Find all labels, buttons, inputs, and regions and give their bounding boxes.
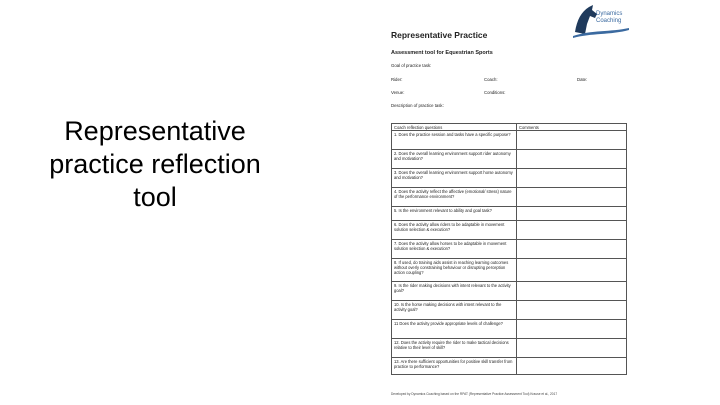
comment-cell[interactable]	[517, 207, 627, 221]
comment-cell[interactable]	[517, 259, 627, 282]
table-row	[392, 240, 627, 259]
question-cell: 12. Does the activity require the rider to make tactical decisions relative to their level of skill?	[392, 339, 517, 358]
comment-cell[interactable]	[517, 240, 627, 259]
table-row	[392, 259, 627, 282]
comment-cell[interactable]	[517, 131, 627, 150]
comment-cell[interactable]	[517, 358, 627, 375]
question-cell: 1. Does the practice session and tasks have a specific purpose?	[392, 131, 517, 150]
document-title: Representative Practice	[391, 30, 488, 40]
table-row	[392, 221, 627, 240]
reflection-table	[391, 123, 627, 375]
table-row	[392, 169, 627, 188]
conditions-label: Conditions:	[484, 90, 506, 95]
comment-cell[interactable]	[517, 188, 627, 207]
question-cell: 8. If used, do training aids assist in reaching learning outcomes without overly constraining behaviour or disrupting perception action coupling?	[392, 259, 517, 282]
comment-cell[interactable]	[517, 169, 627, 188]
comment-cell[interactable]	[517, 301, 627, 320]
document-footer: Developed by Dynamics Coaching based on the RPAT (Representative Practice Assessment Tool) Krause et al., 2017	[391, 392, 558, 396]
slide-title: Representative practice reflection tool	[49, 116, 261, 212]
question-cell: 6. Does the activity allow riders to be adaptable in movement solution selection & execution?	[392, 221, 517, 240]
comment-cell[interactable]	[517, 221, 627, 240]
question-cell: 4. Does the activity reflect the affective (emotional/ stress) nature of the performance environment?	[392, 188, 517, 207]
question-cell: 11 Does the activity provide appropriate levels of challenge?	[392, 320, 517, 339]
logo-text-line1: Dynamics	[596, 11, 623, 17]
table-row	[392, 188, 627, 207]
table-row	[392, 301, 627, 320]
table-row	[392, 339, 627, 358]
question-cell: 5. Is the environment relevant to ability and goal task?	[392, 207, 517, 221]
comment-cell[interactable]	[517, 339, 627, 358]
logo-text-line2: Coaching	[596, 17, 622, 24]
table-row	[392, 150, 627, 169]
question-cell: 2. Does the overall learning environment support rider autonomy and motivation?	[392, 150, 517, 169]
date-label: Date:	[577, 77, 588, 82]
question-cell: 9. Is the rider making decisions with intent relevant to the activity goal?	[392, 282, 517, 301]
description-label: Description of practice task:	[391, 103, 444, 108]
coach-label: Coach:	[484, 77, 498, 82]
comment-cell[interactable]	[517, 282, 627, 301]
table-row	[392, 131, 627, 150]
table-body	[392, 131, 627, 375]
venue-label: Venue:	[391, 90, 405, 95]
document-subtitle: Assessment tool for Equestrian Sports	[391, 50, 493, 56]
header-questions: Coach reflection questions	[392, 124, 517, 131]
table-row	[392, 207, 627, 221]
question-cell: 7. Does the activity allow horses to be adaptable in movement solution selection & execution?	[392, 240, 517, 259]
question-cell: 10. Is the horse making decisions with intent relevant to the activity goal?	[392, 301, 517, 320]
comment-cell[interactable]	[517, 150, 627, 169]
table-header-row	[392, 124, 627, 131]
logo-text	[596, 11, 622, 24]
header-comments: Comments	[517, 124, 627, 131]
table-row	[392, 320, 627, 339]
table-row	[392, 282, 627, 301]
rider-label: Rider:	[391, 77, 403, 82]
goal-label: Goal of practice task:	[391, 63, 432, 68]
comment-cell[interactable]	[517, 320, 627, 339]
question-cell: 13. Are there sufficient opportunities for positive skill transfer from practice to performance?	[392, 358, 517, 375]
question-cell: 3. Does the overall learning environment support horse autonomy and motivation?	[392, 169, 517, 188]
table-row	[392, 358, 627, 375]
